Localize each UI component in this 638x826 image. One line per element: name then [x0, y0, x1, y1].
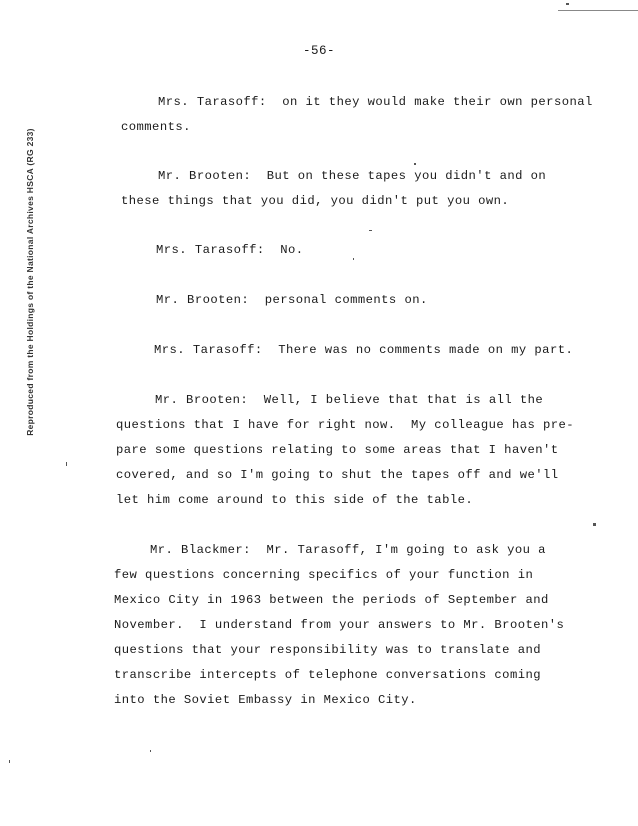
scan-speck: [369, 230, 372, 231]
text-line: let him come around to this side of the table.: [116, 493, 474, 507]
text-line: comments.: [121, 120, 191, 134]
scan-speck: [593, 523, 596, 526]
text-line: these things that you did, you didn't put you own.: [121, 194, 510, 208]
text-line: pare some questions relating to some areas that I haven't: [116, 443, 559, 457]
text-line: Mexico City in 1963 between the periods of September and: [114, 593, 549, 607]
archive-stamp: Reproduced from the Holdings of the National Archives HSCA (RG 233): [25, 128, 35, 436]
scan-speck: [66, 462, 67, 466]
scan-speck: [566, 3, 569, 5]
text-line: Mr. Blackmer: Mr. Tarasoff, I'm going to ask you a: [150, 543, 546, 557]
text-line: Mrs. Tarasoff: No.: [156, 243, 304, 257]
page-number: -56-: [302, 44, 335, 58]
text-line: Mr. Brooten: personal comments on.: [156, 293, 428, 307]
scan-speck: [9, 760, 10, 763]
text-line: Mrs. Tarasoff: on it they would make their own personal: [158, 95, 593, 109]
text-line: Mrs. Tarasoff: There was no comments made on my part.: [154, 343, 574, 357]
text-line: Mr. Brooten: But on these tapes you didn't and on: [158, 169, 547, 183]
text-line: November. I understand from your answers to Mr. Brooten's: [114, 618, 565, 632]
scan-speck: [150, 750, 151, 752]
text-line: Mr. Brooten: Well, I believe that that is all the: [155, 393, 544, 407]
text-line: questions that your responsibility was to translate and: [114, 643, 542, 657]
scan-speck: [353, 258, 354, 260]
text-line: into the Soviet Embassy in Mexico City.: [114, 693, 417, 707]
text-line: covered, and so I'm going to shut the tapes off and we'll: [116, 468, 559, 482]
scan-edge-mark: [558, 6, 638, 11]
text-line: questions that I have for right now. My colleague has pre-: [116, 418, 575, 432]
text-line: few questions concerning specifics of your function in: [114, 568, 534, 582]
text-line: transcribe intercepts of telephone conversations coming: [114, 668, 542, 682]
scan-speck: [414, 163, 416, 165]
